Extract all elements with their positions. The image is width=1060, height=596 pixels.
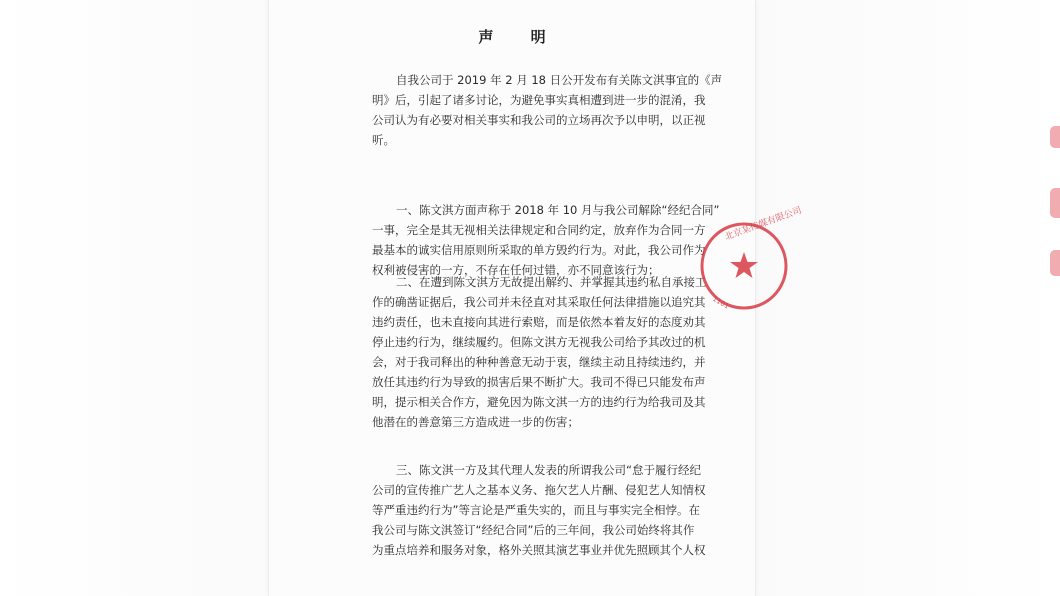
edge-seal-fragment [1050, 126, 1060, 148]
text-line: 权利被侵害的一方，不存在任何过错，亦不同意该行为； [372, 263, 660, 277]
text-line: 他潜在的善意第三方造成进一步的伤害； [372, 415, 579, 429]
text-line: 作的确凿证据后，我公司并未径直对其采取任何法律措施以追究其 [372, 295, 706, 309]
text-line: 听。 [372, 133, 395, 147]
statement-page [268, 0, 756, 596]
point-one-paragraph [372, 200, 720, 280]
text-line: 二、在遭到陈文淇方无故提出解约、并掌握其违约私自承接工 [396, 275, 707, 289]
text-line: 公司认为有必要对相关事实和我公司的立场再次予以申明，以正视 [372, 113, 706, 127]
text-line: 放任其违约行为导致的损害后果不断扩大。我司不得已只能发布声 [372, 375, 706, 389]
page-title: 声 明 [478, 28, 562, 46]
point-three-paragraph [372, 460, 706, 560]
company-seal [696, 205, 804, 314]
seal-serial: 1101 [711, 294, 731, 311]
text-line: 公司的宣传推广艺人之基本义务、拖欠艺人片酬、侵犯艺人知情权 [372, 483, 706, 497]
text-line: 三、陈文淇一方及其代理人发表的所谓我公司“怠于履行经纪 [396, 463, 701, 477]
text-line: 一、陈文淇方面声称于 2018 年 10 月与我公司解除“经纪合同” [396, 203, 720, 217]
edge-seal-fragment [1050, 188, 1060, 218]
edge-seal-fragment [1050, 250, 1060, 276]
text-line: 为重点培养和服务对象，格外关照其演艺事业并优先照顾其个人权 [372, 543, 706, 557]
text-line: 明，提示相关合作方，避免因为陈文淇一方的违约行为给我司及其 [372, 395, 706, 409]
text-line: 我公司与陈文淇签订“经纪合同”后的三年间，我公司始终将其作 [372, 523, 695, 537]
text-line: 一事，完全是其无视相关法律规定和合同约定，放弃作为合同一方 [372, 223, 706, 237]
point-two-paragraph [372, 272, 707, 432]
seal-icon [696, 205, 804, 314]
intro-paragraph [372, 70, 723, 150]
seal-text: 北京某传媒有限公司 [723, 205, 804, 243]
text-line: 明》后，引起了诸多讨论，为避免事实真相遭到进一步的混淆，我 [372, 93, 706, 107]
text-line: 最基本的诚实信用原则所采取的单方毁约行为。对此，我公司作为 [372, 243, 706, 257]
text-line: 停止违约行为，继续履约。但陈文淇方无视我公司给予其改过的机 [372, 335, 706, 349]
text-line: 自我公司于 2019 年 2 月 18 日公开发布有关陈文淇事宜的《声 [396, 73, 723, 87]
text-line: 会，对于我司释出的种种善意无动于衷，继续主动且持续违约，并 [372, 355, 706, 369]
text-line: 违约责任，也未直接向其进行索赔，而是依然本着友好的态度劝其 [372, 315, 706, 329]
text-line: 等严重违约行为”等言论是严重失实的，而且与事实完全相悖。在 [372, 503, 700, 517]
